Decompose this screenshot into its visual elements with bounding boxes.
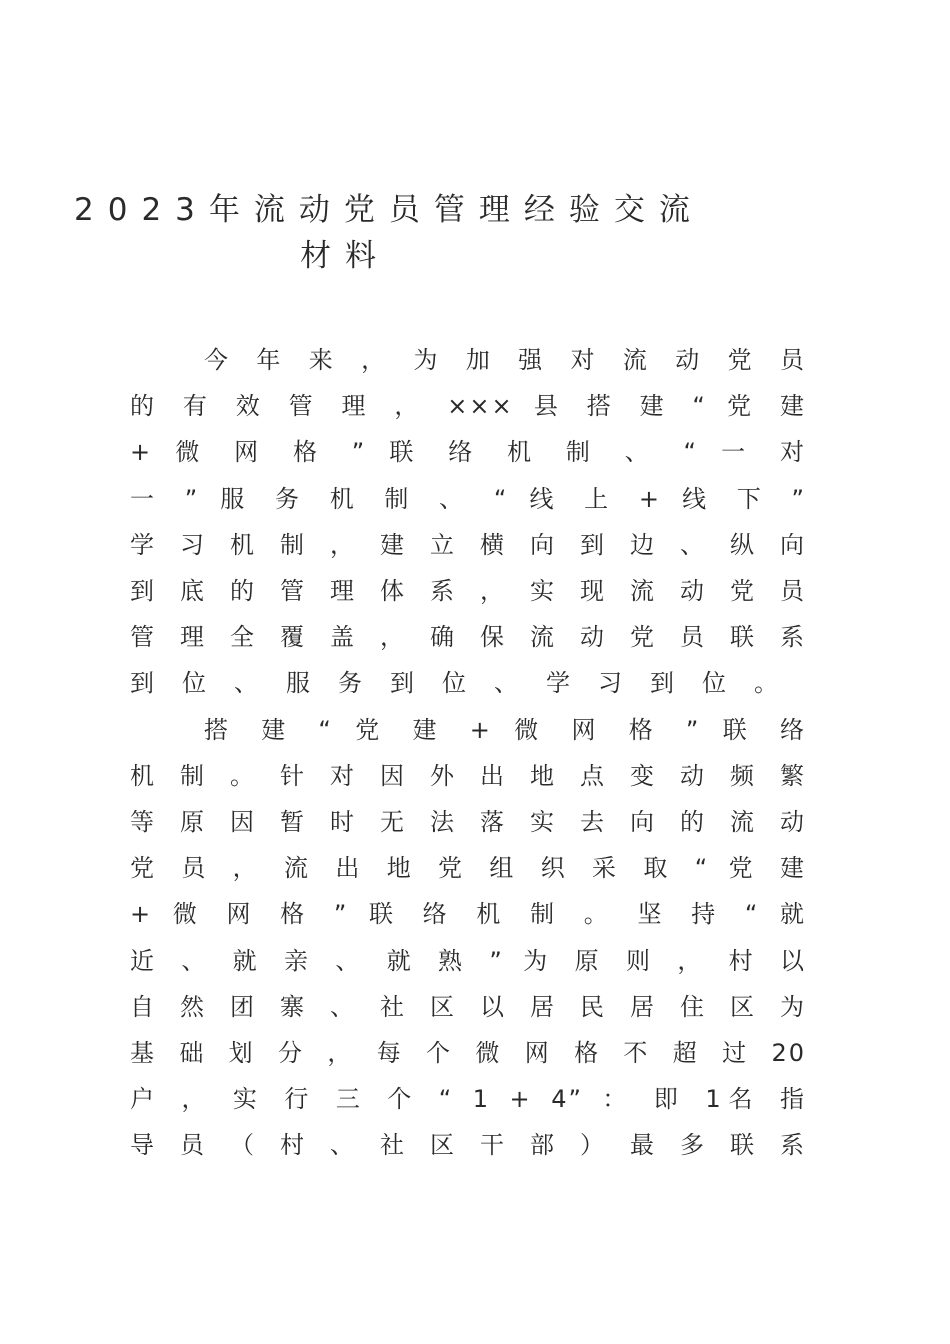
text-line: 近 、 就 亲 、 就 熟 ” 为 原 则 ， 村 以 xyxy=(130,946,806,975)
text-line: 到 底 的 管 理 体 系 ， 实 现 流 动 党 员 xyxy=(130,577,806,606)
text-line: 到位、服务到位、学习到位。 xyxy=(130,669,806,698)
text-line: 等 原 因 暂 时 无 法 落 实 去 向 的 流 动 xyxy=(130,808,806,837)
title-line-2: 材料 xyxy=(300,238,390,274)
text-line: 党 员 ， 流 出 地 党 组 织 采 取 “ 党 建 xyxy=(130,854,806,883)
document-body xyxy=(130,337,806,1169)
text-line: 基 础 划 分 ， 每 个 微 网 格 不 超 过 20 xyxy=(130,1039,806,1068)
text-line: 导 员 （ 村 、 社 区 干 部 ） 最 多 联 系 xyxy=(130,1131,806,1160)
text-line: 今 年 来 ， 为 加 强 对 流 动 党 员 xyxy=(204,346,806,374)
text-line: 自 然 团 寨 、 社 区 以 居 民 居 住 区 为 xyxy=(130,992,806,1021)
text-line: 一 ” 服 务 机 制 、 “ 线 上 + 线 下 ” xyxy=(130,484,806,513)
text-line: 管 理 全 覆 盖 ， 确 保 流 动 党 员 联 系 xyxy=(130,623,806,652)
text-line: 的 有 效 管 理 ， ××× 县 搭 建 “ 党 建 xyxy=(130,392,806,421)
text-line: + 微 网 格 ” 联 络 机 制 、 “ 一 对 xyxy=(130,438,806,467)
text-line: + 微 网 格 ” 联 络 机 制 。 坚 持 “ 就 xyxy=(130,900,806,929)
text-line: 学 习 机 制 ， 建 立 横 向 到 边 、 纵 向 xyxy=(130,530,806,559)
text-line: 机 制 。 针 对 因 外 出 地 点 变 动 频 繁 xyxy=(130,761,806,790)
paragraph-1 xyxy=(130,337,806,707)
title-line-1: 2023年流动党员管理经验交流 xyxy=(74,192,704,228)
text-line: 搭 建 “ 党 建 + 微 网 格 ” 联 络 xyxy=(204,715,806,744)
paragraph-2 xyxy=(130,707,806,1169)
text-line: 户 ， 实 行 三 个 “ 1 + 4” ： 即 1名 指 xyxy=(130,1085,806,1114)
